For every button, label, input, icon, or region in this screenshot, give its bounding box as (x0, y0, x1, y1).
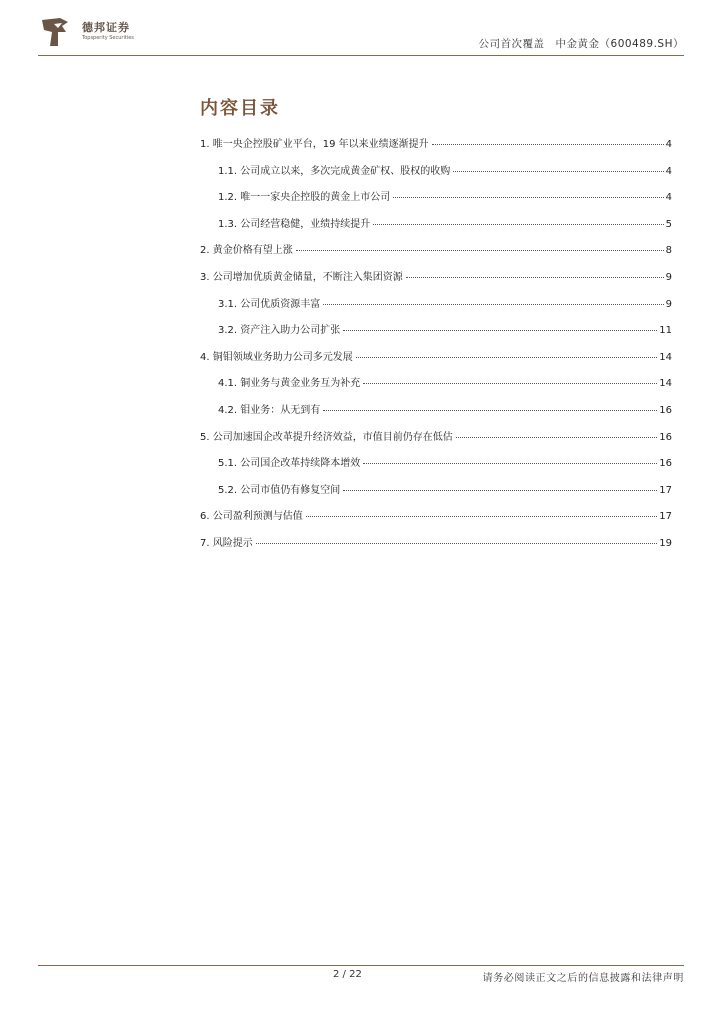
toc-entry-label: 4. 铜钼领域业务助力公司多元发展 (200, 351, 353, 363)
toc-entry[interactable] (200, 135, 672, 162)
toc-entry-page: 16 (659, 431, 672, 443)
toc-entry[interactable] (200, 348, 672, 375)
toc-leader-dots (453, 161, 663, 172)
toc-entry-label: 1.3. 公司经营稳健，业绩持续提升 (218, 218, 371, 230)
toc-leader-dots (393, 187, 663, 198)
toc-entry-page: 14 (659, 378, 672, 390)
toc-entry-page: 4 (665, 139, 672, 150)
toc-entry-label: 7. 风险提示 (200, 537, 253, 549)
toc-entry[interactable] (200, 401, 672, 428)
toc-entry[interactable] (200, 507, 672, 534)
toc-entry-page: 14 (659, 351, 672, 363)
toc-entry-page: 8 (665, 245, 672, 257)
page-header (38, 14, 684, 58)
toc-entry-page: 17 (659, 484, 672, 496)
toc-entry-label: 2. 黄金价格有望上涨 (200, 245, 293, 257)
toc-leader-dots (343, 320, 657, 331)
toc-entry[interactable] (200, 295, 672, 322)
toc-entry[interactable] (200, 454, 672, 481)
toc-entry-label: 1. 唯一央企控股矿业平台，19 年以来业绩逐渐提升 (200, 139, 429, 150)
toc-leader-dots (306, 506, 658, 517)
toc-entry-label: 3.2. 资产注入助力公司扩张 (218, 325, 341, 337)
toc-entry-page: 16 (659, 404, 672, 416)
toc-entry[interactable] (200, 215, 672, 242)
toc-leader-dots (363, 373, 657, 384)
toc-entry-page: 4 (665, 192, 672, 204)
toc-entry[interactable] (200, 481, 672, 508)
toc-entry-page: 9 (665, 298, 672, 310)
toc-leader-dots (406, 267, 664, 278)
toc-entry[interactable] (200, 268, 672, 295)
toc-entry-page: 17 (659, 511, 672, 523)
toc-leader-dots (363, 453, 657, 464)
toc-leader-dots (343, 480, 657, 491)
toc-leader-dots (323, 400, 657, 411)
toc-entry-page: 19 (659, 537, 672, 549)
toc-entry-page: 11 (659, 325, 672, 337)
header-divider (38, 55, 684, 56)
toc-entry[interactable] (200, 428, 672, 455)
toc-entry-page: 5 (665, 218, 672, 230)
toc-leader-dots (256, 533, 658, 544)
toc-leader-dots (296, 240, 664, 251)
toc-leader-dots (356, 347, 658, 358)
report-info: 公司首次覆盖 中金黄金（600489.SH） (478, 38, 684, 50)
footer-divider (38, 965, 684, 966)
toc-entry[interactable] (200, 534, 672, 561)
toc-entry-label: 5.2. 公司市值仍有修复空间 (218, 484, 341, 496)
toc-entry-label: 4.2. 钼业务：从无到有 (218, 404, 321, 416)
toc-entry-label: 1.1. 公司成立以来，多次完成黄金矿权、股权的收购 (218, 165, 451, 177)
toc-leader-dots (373, 214, 663, 225)
toc-leader-dots (456, 427, 658, 438)
toc-entry-label: 3.1. 公司优质资源丰富 (218, 298, 321, 310)
toc-entry[interactable] (200, 321, 672, 348)
toc-entry-page: 16 (659, 458, 672, 470)
toc-entry[interactable] (200, 374, 672, 401)
toc-entry-page: 4 (665, 165, 672, 177)
toc-entry[interactable] (200, 162, 672, 189)
toc-entry-label: 5.1. 公司国企改革持续降本增效 (218, 458, 361, 470)
toc-entry-label: 1.2. 唯一一家央企控股的黄金上市公司 (218, 192, 391, 204)
toc-entry-label: 4.1. 铜业务与黄金业务互为补充 (218, 378, 361, 390)
toc-leader-dots (323, 294, 663, 305)
logo-mark-icon (40, 16, 70, 48)
toc-entry-label: 5. 公司加速国企改革提升经济效益，市值目前仍存在低估 (200, 431, 453, 443)
logo-chinese-text: 德邦证券 (82, 21, 130, 34)
table-of-contents (200, 135, 672, 561)
toc-title: 内容目录 (200, 98, 280, 119)
page-number: 2 / 22 (333, 969, 362, 980)
toc-entry[interactable] (200, 241, 672, 268)
toc-entry-page: 9 (665, 271, 672, 283)
company-logo (38, 14, 178, 50)
toc-entry-label: 3. 公司增加优质黄金储量，不断注入集团资源 (200, 271, 403, 283)
logo-english-text: Topsperity Securities (82, 35, 134, 41)
toc-entry-label: 6. 公司盈利预测与估值 (200, 511, 303, 523)
toc-entry[interactable] (200, 188, 672, 215)
legal-disclaimer: 请务必阅读正文之后的信息披露和法律声明 (482, 973, 684, 984)
toc-leader-dots (432, 134, 664, 145)
